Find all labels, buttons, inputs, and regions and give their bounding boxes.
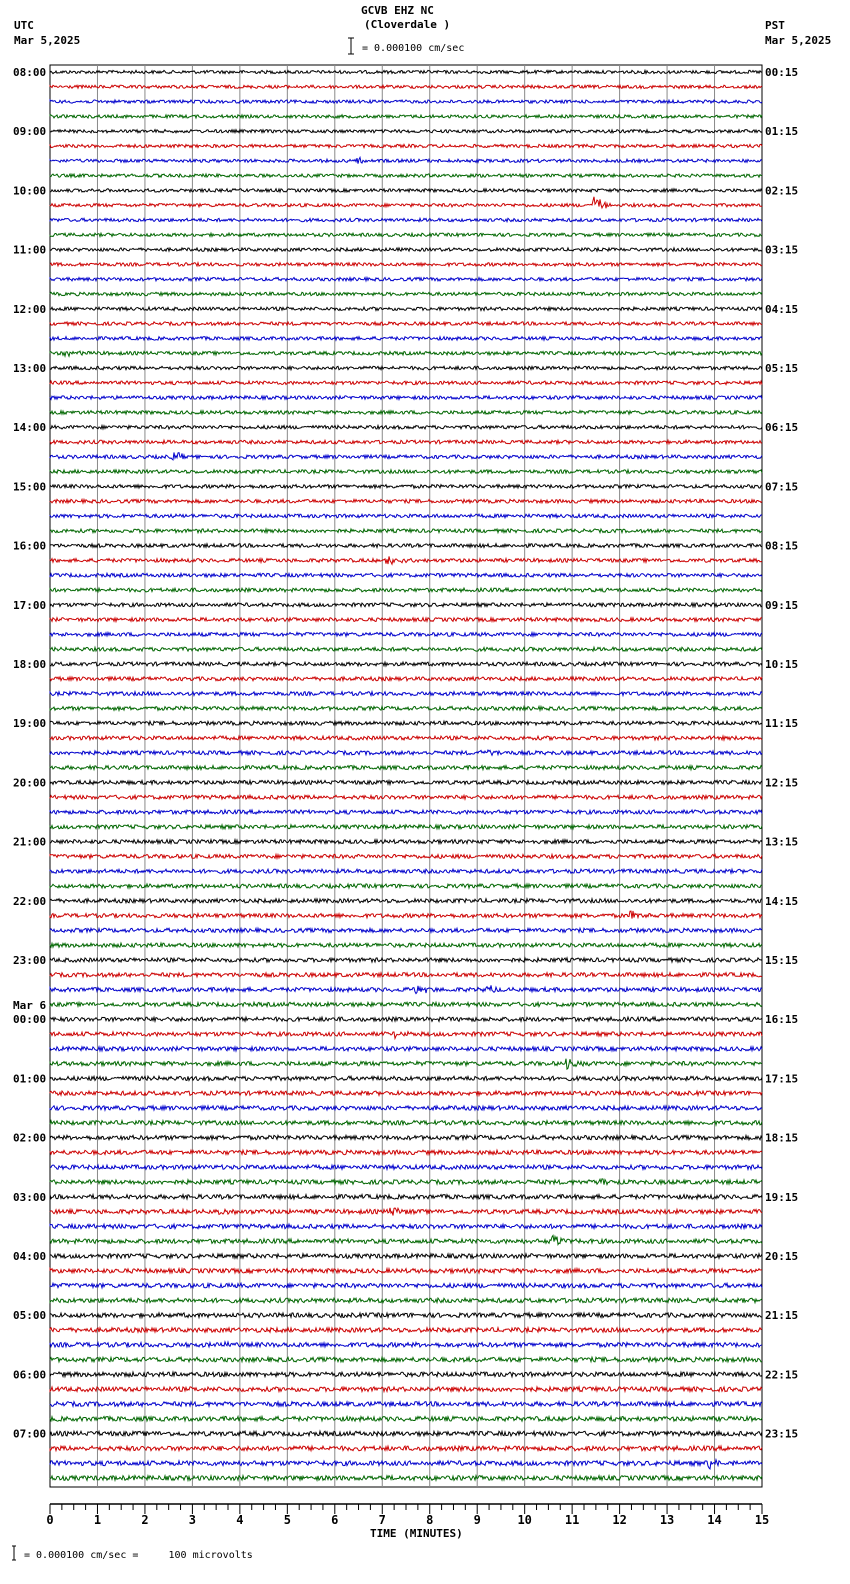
left-time-label: 16:00 — [13, 539, 47, 553]
trace-row — [50, 692, 762, 696]
left-time-label: 12:00 — [13, 302, 47, 316]
trace-row — [50, 911, 762, 919]
right-time-label: 00:15 — [765, 66, 799, 79]
left-time-label: 04:00 — [13, 1250, 47, 1263]
trace-row — [50, 750, 762, 755]
trace-row — [50, 263, 762, 266]
day-change-label: Mar 6 — [13, 999, 47, 1013]
trace-row — [50, 766, 762, 770]
trace-row — [50, 1357, 762, 1362]
trace-row — [50, 1047, 762, 1051]
left-time-label: 06:00 — [13, 1368, 47, 1382]
trace-row — [50, 100, 762, 103]
trace-row — [50, 1195, 762, 1199]
trace-row — [50, 322, 762, 325]
right-time-label: 09:15 — [765, 598, 799, 612]
trace-row — [50, 1208, 762, 1216]
left-time-label: 02:00 — [13, 1131, 47, 1145]
left-time-label: 01:00 — [13, 1072, 47, 1086]
trace-row — [50, 174, 762, 177]
trace-row — [50, 985, 762, 993]
trace-row — [50, 810, 762, 814]
x-tick-label: 6 — [331, 1513, 339, 1527]
left-time-label: 18:00 — [13, 658, 47, 671]
trace-row — [50, 1313, 762, 1318]
right-time-label: 10:15 — [765, 658, 799, 671]
trace-row — [50, 1283, 762, 1288]
trace-row — [50, 1372, 762, 1377]
trace-row — [50, 514, 762, 518]
x-tick-label: 13 — [659, 1513, 675, 1527]
right-time-label: 15:15 — [765, 954, 799, 967]
x-tick-label: 3 — [188, 1513, 197, 1527]
right-time-label: 08:15 — [765, 539, 799, 553]
trace-row — [50, 1416, 762, 1421]
trace-row — [50, 307, 762, 310]
left-time-label: 11:00 — [13, 243, 47, 257]
left-time-label: 08:00 — [13, 66, 47, 79]
right-time-label: 06:15 — [765, 421, 799, 435]
left-timezone: UTC — [14, 19, 34, 32]
trace-row — [50, 366, 762, 370]
trace-row — [50, 854, 762, 858]
trace-row — [50, 1135, 762, 1139]
trace-row — [50, 1431, 762, 1436]
right-time-label: 18:15 — [765, 1131, 799, 1145]
right-time-label: 17:15 — [765, 1072, 799, 1086]
trace-row — [50, 1460, 762, 1469]
left-date: Mar 5,2025 — [14, 34, 81, 47]
trace-row — [50, 1402, 762, 1407]
x-tick-label: 0 — [46, 1513, 54, 1527]
trace-row — [50, 381, 762, 385]
x-tick-label: 12 — [612, 1513, 627, 1527]
right-time-label: 21:15 — [765, 1309, 799, 1323]
trace-row — [50, 618, 762, 622]
trace-row — [50, 899, 762, 903]
trace-row — [50, 292, 762, 295]
right-time-label: 04:15 — [765, 302, 799, 316]
trace-row — [50, 70, 762, 73]
trace-row — [50, 884, 762, 888]
trace-row — [50, 825, 762, 829]
trace-row — [50, 780, 762, 784]
trace-row — [50, 440, 762, 444]
trace-row — [50, 736, 762, 740]
right-time-label: 03:15 — [765, 243, 799, 257]
trace-row — [50, 130, 762, 133]
trace-row — [50, 721, 762, 725]
trace-row — [50, 115, 762, 118]
trace-row — [50, 633, 762, 637]
trace-row — [50, 85, 762, 88]
left-time-label: 19:00 — [13, 717, 47, 731]
trace-row — [50, 351, 762, 356]
trace-row — [50, 337, 762, 340]
trace-row — [50, 928, 762, 932]
trace-row — [50, 1179, 762, 1185]
trace-row — [50, 189, 762, 192]
trace-row — [50, 1076, 762, 1080]
trace-row — [50, 840, 762, 844]
right-time-label: 16:15 — [765, 1013, 799, 1027]
trace-row — [50, 529, 762, 533]
trace-row — [50, 1091, 762, 1095]
trace-row — [50, 869, 762, 873]
right-time-label: 01:15 — [765, 125, 799, 139]
trace-row — [50, 1446, 762, 1451]
trace-row — [50, 411, 762, 415]
trace-row — [50, 1150, 762, 1154]
trace-row — [50, 1387, 762, 1392]
trace-row — [50, 452, 762, 460]
trace-row — [50, 197, 762, 209]
x-tick-label: 2 — [141, 1513, 149, 1527]
trace-row — [50, 943, 762, 947]
left-time-label: 17:00 — [13, 598, 47, 612]
trace-row — [50, 485, 762, 489]
station-title: GCVB EHZ NC — [361, 4, 434, 17]
trace-row — [50, 396, 762, 400]
trace-row — [50, 677, 762, 681]
right-time-label: 22:15 — [765, 1368, 799, 1382]
x-tick-label: 5 — [283, 1513, 291, 1527]
right-time-label: 12:15 — [765, 776, 799, 790]
trace-row — [50, 1017, 762, 1021]
trace-row — [50, 973, 762, 977]
right-time-label: 07:15 — [765, 480, 799, 494]
trace-row — [50, 1106, 762, 1110]
trace-row — [50, 499, 762, 503]
right-timezone: PST — [765, 19, 785, 32]
trace-row — [50, 588, 762, 592]
trace-row — [50, 573, 762, 577]
right-time-label: 11:15 — [765, 717, 799, 731]
trace-row — [50, 144, 762, 147]
trace-row — [50, 1121, 762, 1125]
x-tick-label: 15 — [754, 1513, 770, 1527]
trace-row — [50, 278, 762, 281]
right-time-label: 23:15 — [765, 1427, 799, 1441]
station-location: (Cloverdale ) — [364, 18, 451, 31]
trace-row — [50, 1269, 762, 1274]
right-time-label: 20:15 — [765, 1250, 799, 1263]
trace-row — [50, 1224, 762, 1228]
right-time-label: 14:15 — [765, 894, 799, 908]
left-time-label: 07:00 — [13, 1427, 47, 1441]
trace-row — [50, 795, 762, 799]
trace-row — [50, 425, 762, 429]
trace-row — [50, 1165, 762, 1169]
left-time-label: 09:00 — [13, 125, 47, 139]
left-time-label: 14:00 — [13, 421, 47, 435]
left-time-label: 00:00 — [13, 1013, 47, 1027]
right-time-label: 13:15 — [765, 835, 799, 849]
trace-row — [50, 1476, 762, 1481]
trace-row — [50, 233, 762, 236]
trace-row — [50, 470, 762, 474]
trace-row — [50, 1236, 762, 1245]
left-time-label: 10:00 — [13, 184, 47, 198]
trace-row — [50, 1059, 762, 1069]
trace-row — [50, 1328, 762, 1333]
trace-row — [50, 958, 762, 962]
left-time-label: 22:00 — [13, 894, 47, 908]
x-tick-label: 8 — [426, 1513, 434, 1527]
trace-row — [50, 706, 762, 710]
trace-row — [50, 603, 762, 607]
x-tick-label: 9 — [473, 1513, 481, 1527]
right-time-label: 05:15 — [765, 362, 799, 375]
trace-row — [50, 556, 762, 564]
trace-row — [50, 1002, 762, 1006]
trace-row — [50, 1342, 762, 1347]
x-tick-label: 4 — [236, 1513, 244, 1527]
x-tick-label: 11 — [564, 1513, 580, 1527]
left-time-label: 13:00 — [13, 362, 47, 375]
left-time-label: 20:00 — [13, 776, 47, 790]
x-tick-label: 10 — [517, 1513, 532, 1527]
trace-row — [50, 544, 762, 548]
trace-row — [50, 218, 762, 221]
left-time-label: 05:00 — [13, 1309, 47, 1323]
left-time-label: 15:00 — [13, 480, 47, 494]
trace-row — [50, 1298, 762, 1303]
trace-row — [50, 157, 762, 163]
trace-row — [50, 647, 762, 651]
right-date: Mar 5,2025 — [765, 34, 832, 47]
left-time-label: 03:00 — [13, 1190, 47, 1204]
x-tick-label: 7 — [378, 1513, 386, 1527]
x-axis-label: TIME (MINUTES) — [370, 1527, 463, 1540]
right-time-label: 19:15 — [765, 1190, 799, 1204]
trace-row — [50, 1254, 762, 1259]
x-tick-label: 14 — [707, 1513, 722, 1527]
left-time-label: 21:00 — [13, 835, 47, 849]
trace-row — [50, 662, 762, 666]
scale-label: = 0.000100 cm/sec — [362, 43, 465, 54]
right-time-label: 02:15 — [765, 184, 799, 198]
footer-scale-label: = 0.000100 cm/sec = 100 microvolts — [24, 1550, 253, 1561]
trace-row — [50, 248, 762, 251]
left-time-label: 23:00 — [13, 954, 47, 967]
x-tick-label: 1 — [93, 1513, 102, 1527]
trace-row — [50, 1032, 762, 1039]
